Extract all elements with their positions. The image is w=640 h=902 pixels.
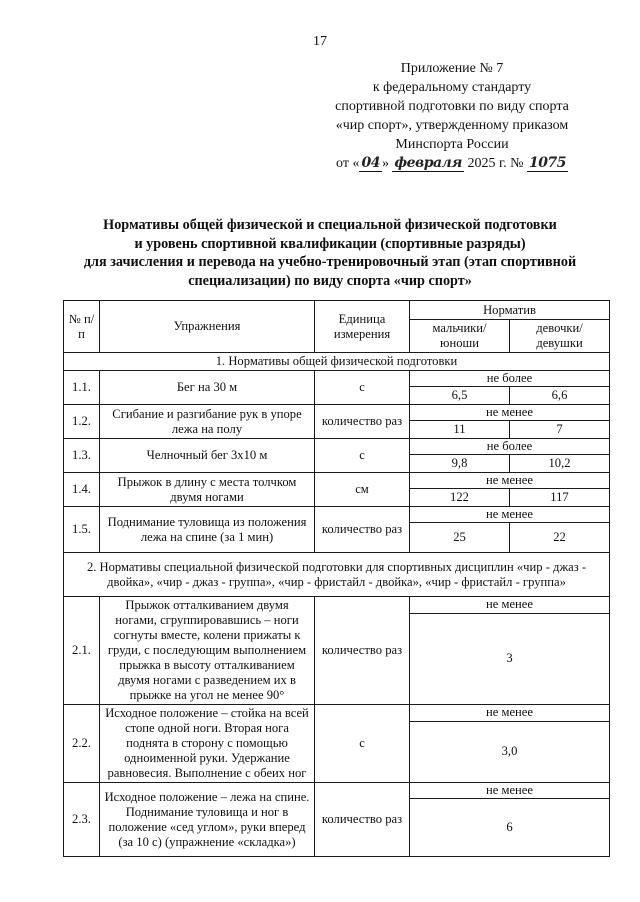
title-line: для зачисления и перевода на учебно-тренировочный этап (этап спортивной: [83, 254, 577, 270]
header-norm: Норматив: [410, 301, 610, 320]
table-row: [64, 473, 610, 489]
section-title: 2. Нормативы специальной физической подготовки для спортивных дисциплин «чир - джаз - двойка», «чир - джаз - группа», «чир - фристайл - двойка», «чир - фристайл - группа»: [64, 553, 610, 597]
header-boys: мальчики/ юноши: [410, 320, 510, 353]
title-line: Нормативы общей физической и специальной физической подготовки: [103, 217, 557, 233]
row-num: 1.1.: [64, 371, 100, 405]
row-condition: не менее: [410, 783, 610, 799]
order-number: 1075: [528, 155, 566, 171]
row-exercise: Поднимание туловища из положения лежа на спине (за 1 мин): [100, 507, 315, 553]
row-exercise: Прыжок отталкиванием двумя ногами, сгруппировавшись – ноги согнуты вместе, колени прижаты к груди, с последующим выполнением прыжка в высоту отталкиванием двумя ногами с разведением их в прыжке на угол не менее 90°: [100, 597, 315, 705]
row-boys-value: 6,5: [410, 387, 510, 405]
row-exercise: Бег на 30 м: [100, 371, 315, 405]
page-number: 17: [313, 34, 327, 49]
standards-table: [63, 300, 610, 857]
row-unit: количество раз: [315, 405, 410, 439]
row-condition: не более: [410, 439, 610, 455]
order-year: 2025 г. №: [467, 156, 524, 171]
row-exercise: Исходное положение – стойка на всей стопе одной ноги. Вторая нога поднята в сторону с помощью одноименной руки. Удержание равновесия. Выполнение с обеих ног: [100, 705, 315, 783]
row-num: 2.2.: [64, 705, 100, 783]
row-exercise: Сгибание и разгибание рук в упоре лежа на полу: [100, 405, 315, 439]
appendix-line: «чир спорт», утвержденному приказом: [335, 118, 569, 133]
table-row: [64, 507, 610, 523]
row-exercise: Прыжок в длину с места толчком двумя ногами: [100, 473, 315, 507]
section-title: 1. Нормативы общей физической подготовки: [64, 353, 610, 371]
row-girls-value: 22: [510, 523, 610, 553]
row-num: 1.3.: [64, 439, 100, 473]
row-unit: см: [315, 473, 410, 507]
row-girls-value: 117: [510, 489, 610, 507]
order-prefix: от «: [336, 156, 360, 171]
row-num: 1.4.: [64, 473, 100, 507]
row-value: 6: [410, 799, 610, 857]
row-num: 1.5.: [64, 507, 100, 553]
row-unit: с: [315, 371, 410, 405]
appendix-line: спортивной подготовки по виду спорта: [335, 99, 569, 114]
table-row: [64, 439, 610, 455]
row-exercise: Челночный бег 3x10 м: [100, 439, 315, 473]
row-condition: не менее: [410, 507, 610, 523]
table-row: [64, 705, 610, 722]
order-month: февраля: [394, 155, 462, 171]
order-quote-close: »: [381, 156, 389, 171]
row-unit: количество раз: [315, 507, 410, 553]
table-row: [64, 405, 610, 421]
row-unit: с: [315, 439, 410, 473]
row-condition: не менее: [410, 705, 610, 722]
table-row: [64, 783, 610, 799]
row-unit: количество раз: [315, 783, 410, 857]
row-value: 3,0: [410, 721, 610, 782]
row-girls-value: 6,6: [510, 387, 610, 405]
header-unit: Единица измерения: [315, 301, 410, 353]
row-condition: не менее: [410, 473, 610, 489]
table-row: [64, 371, 610, 387]
appendix-line: к федеральному стандарту: [372, 80, 532, 95]
row-boys-value: 25: [410, 523, 510, 553]
row-boys-value: 11: [410, 421, 510, 439]
row-value: 3: [410, 613, 610, 704]
row-girls-value: 10,2: [510, 455, 610, 473]
title-line: специализации) по виду спорта «чир спорт»: [188, 272, 472, 289]
appendix-line: Приложение № 7: [400, 61, 504, 76]
row-girls-value: 7: [510, 421, 610, 439]
row-condition: не менее: [410, 405, 610, 421]
row-condition: не более: [410, 371, 610, 387]
header-girls: девочки/ девушки: [510, 320, 610, 353]
row-boys-value: 122: [410, 489, 510, 507]
order-line: [302, 154, 602, 173]
row-unit: количество раз: [315, 597, 410, 705]
title-line: и уровень спортивной квалификации (спортивные разряды): [134, 235, 526, 252]
row-boys-value: 9,8: [410, 455, 510, 473]
document-title: [60, 216, 600, 290]
row-num: 2.1.: [64, 597, 100, 705]
order-day: 04: [361, 155, 380, 171]
row-condition: не менее: [410, 597, 610, 614]
row-unit: с: [315, 705, 410, 783]
header-num: № п/п: [64, 301, 100, 353]
row-num: 1.2.: [64, 405, 100, 439]
appendix-line: Минспорта России: [395, 137, 509, 152]
header-exercise: Упражнения: [100, 301, 315, 353]
row-num: 2.3.: [64, 783, 100, 857]
row-exercise: Исходное положение – лежа на спине. Поднимание туловища и ног в положение «сед углом», руки вперед (за 10 с) (упражнение «складка»): [100, 783, 315, 857]
appendix-header: [302, 59, 602, 173]
table-row: [64, 597, 610, 614]
